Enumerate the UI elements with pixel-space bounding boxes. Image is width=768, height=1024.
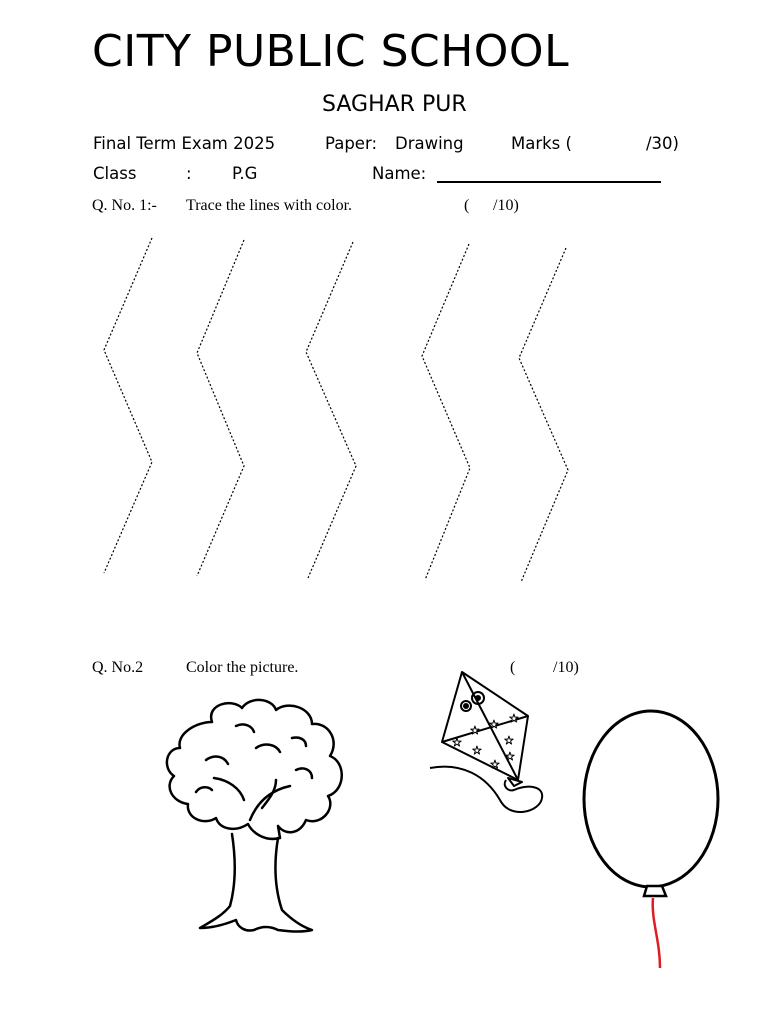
exam-title: Final Term Exam 2025: [93, 134, 276, 153]
marks-total: /30): [646, 134, 679, 153]
q1-instruction: Trace the lines with color.: [186, 197, 353, 214]
svg-text:★: ★: [490, 758, 500, 771]
class-value: P.G: [232, 164, 258, 183]
kite-stars: [452, 712, 519, 771]
q2-marks-open: (: [510, 659, 516, 676]
paper-label: Paper:: [325, 134, 377, 153]
school-name: CITY PUBLIC SCHOOL: [92, 26, 570, 77]
trace-line-1[interactable]: [104, 238, 152, 573]
class-separator: :: [186, 164, 192, 183]
q1-number: Q. No. 1:-: [92, 197, 157, 214]
school-location: SAGHAR PUR: [322, 92, 467, 117]
svg-text:★: ★: [470, 724, 480, 737]
trace-line-5[interactable]: [519, 248, 568, 582]
paper-value: Drawing: [395, 134, 464, 153]
svg-text:★: ★: [452, 736, 462, 749]
trace-line-3[interactable]: [306, 242, 356, 578]
trace-line-2[interactable]: [197, 240, 244, 576]
svg-text:★: ★: [504, 734, 514, 747]
svg-text:★: ★: [472, 744, 482, 757]
svg-text:★: ★: [489, 718, 499, 731]
marks-label: Marks (: [511, 134, 572, 153]
trace-line-4[interactable]: [422, 244, 470, 580]
q1-marks: /10): [493, 197, 519, 214]
balloon-string: [653, 898, 660, 968]
trace-lines: [104, 238, 568, 582]
q1-marks-open: (: [464, 197, 470, 214]
svg-text:★: ★: [505, 750, 515, 763]
class-label: Class: [93, 164, 137, 183]
q2-marks: /10): [553, 659, 579, 676]
tree-icon[interactable]: [167, 700, 342, 932]
svg-text:★: ★: [509, 712, 519, 725]
kite-icon[interactable]: [430, 672, 542, 812]
balloon-icon[interactable]: [584, 711, 718, 968]
name-label: Name:: [372, 164, 427, 183]
q2-instruction: Color the picture.: [186, 659, 299, 676]
q2-number: Q. No.2: [92, 659, 144, 676]
